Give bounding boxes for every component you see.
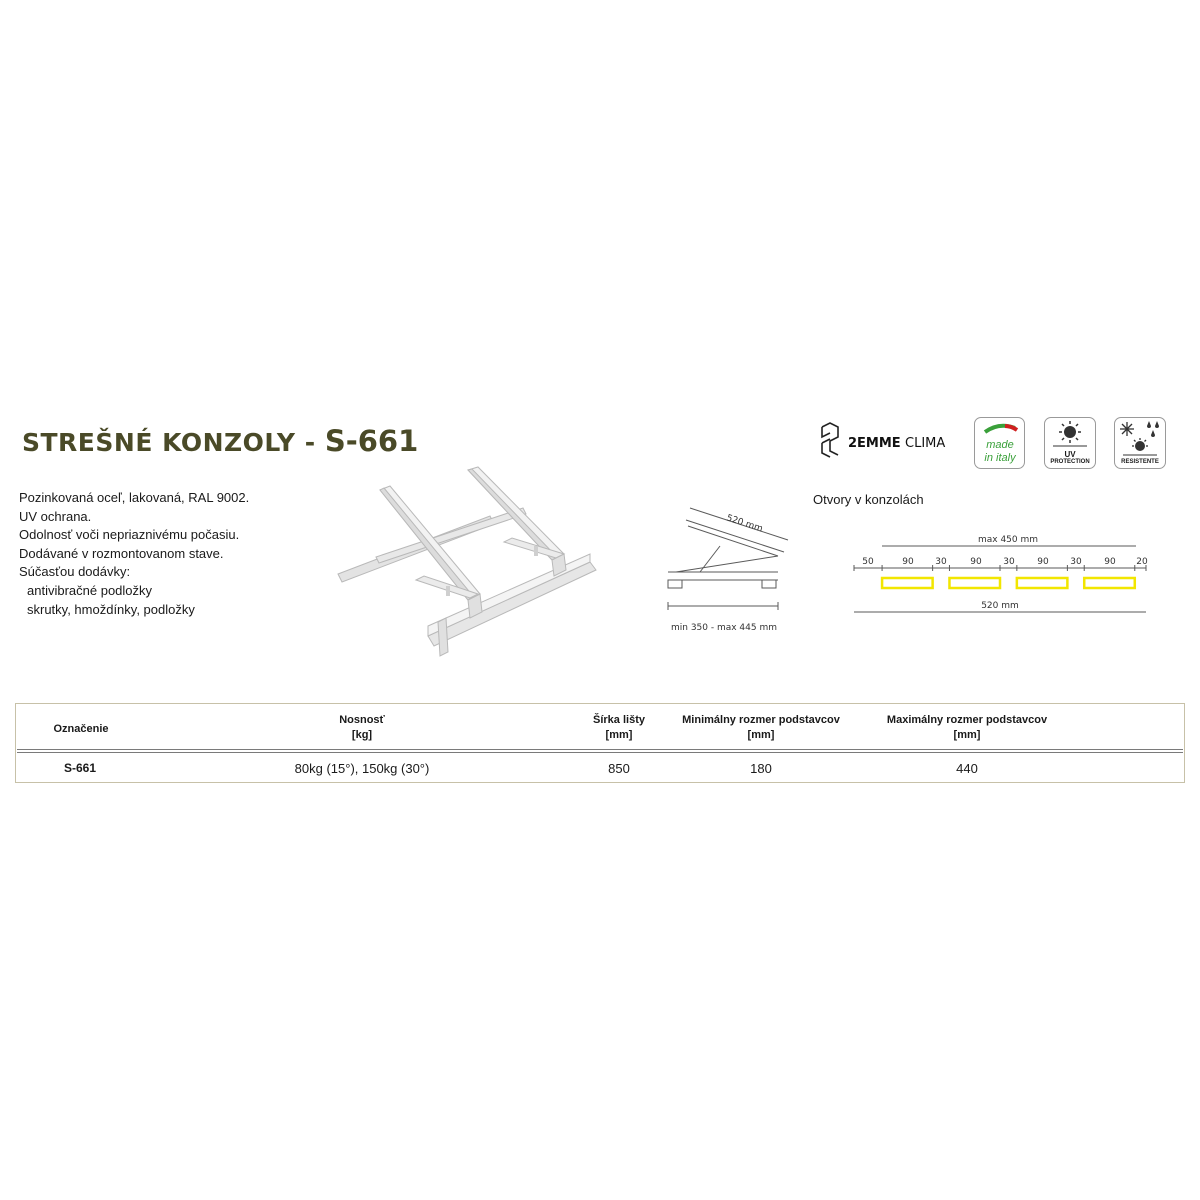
sun-icon xyxy=(1135,441,1145,451)
holes-segment-label: 50 xyxy=(862,557,874,567)
weather-resistant-badge xyxy=(1114,417,1166,469)
table-header: Maximálny rozmer podstavcov [mm] xyxy=(886,714,1048,741)
page-title xyxy=(22,424,418,458)
feature-item: UV ochrana. xyxy=(19,508,92,524)
made-label: made xyxy=(986,439,1014,451)
feature-item: Súčasťou dodávky: xyxy=(19,564,131,580)
feature-item: Dodávané v rozmontovanom stave. xyxy=(19,545,224,561)
uv-protection-label: PROTECTION xyxy=(1050,459,1090,465)
uv-protection-badge xyxy=(1044,417,1096,469)
holes-top-label: max 450 mm xyxy=(977,535,1039,545)
title-main: STREŠNÉ KONZOLY - xyxy=(22,428,325,457)
feature-item: Odolnosť voči nepriaznivému počasiu. xyxy=(19,527,240,543)
holes-title: Otvory v konzolách xyxy=(813,492,924,507)
side-dimension-diagram xyxy=(660,500,800,640)
resistant-label: RESISTENTE xyxy=(1121,459,1159,465)
uv-label: UV xyxy=(1064,450,1076,459)
snowflake-icon xyxy=(1120,422,1134,436)
feature-subitem: skrutky, hmoždínky, podložky xyxy=(27,601,195,617)
hole-slot xyxy=(882,578,933,588)
table-cell: S-661 xyxy=(63,761,97,775)
table-cell: 80kg (15°), 150kg (30°) xyxy=(294,761,430,776)
rain-drop-icon xyxy=(1147,421,1159,437)
feature-item: Pozinkovaná oceľ, lakovaná, RAL 9002. xyxy=(19,490,250,505)
spec-table xyxy=(15,703,1185,783)
holes-segment-label: 90 xyxy=(970,557,982,567)
made-in-italy-badge xyxy=(974,417,1025,469)
brand-logo xyxy=(818,421,960,461)
table-cell: 180 xyxy=(750,761,772,776)
holes-diagram xyxy=(846,528,1156,620)
holes-segment-label: 30 xyxy=(935,557,947,567)
brand-name-bold: 2EMME xyxy=(848,436,901,451)
table-header: Označenie xyxy=(53,723,109,735)
holes-bottom-label: 520 mm xyxy=(981,601,1019,611)
holes-segment-label: 30 xyxy=(1003,557,1015,567)
holes-segment-label: 90 xyxy=(1104,557,1116,567)
table-cell: 850 xyxy=(608,761,630,776)
title-code: S-661 xyxy=(324,424,419,458)
table-header: Nosnosť [kg] xyxy=(339,714,385,741)
holes-segment-label: 30 xyxy=(1070,557,1082,567)
holes-segment-label: 20 xyxy=(1136,557,1148,567)
side-bottom-label: min 350 - max 445 mm xyxy=(670,623,778,633)
holes-segment-label: 90 xyxy=(1037,557,1049,567)
table-header: Minimálny rozmer podstavcov [mm] xyxy=(682,714,840,741)
hole-slot xyxy=(1017,578,1068,588)
table-header: Šírka lišty [mm] xyxy=(593,714,645,741)
side-top-label: 520 mm xyxy=(725,513,764,535)
feature-list xyxy=(19,489,249,619)
brand-name-light: CLIMA xyxy=(905,436,946,451)
in-italy-label: in italy xyxy=(984,452,1016,464)
table-cell: 440 xyxy=(956,761,978,776)
hole-slot xyxy=(949,578,1000,588)
product-image xyxy=(328,462,600,662)
holes-segment-label: 90 xyxy=(902,557,914,567)
feature-subitem: antivibračné podložky xyxy=(27,582,153,598)
hole-slot xyxy=(1084,578,1135,588)
